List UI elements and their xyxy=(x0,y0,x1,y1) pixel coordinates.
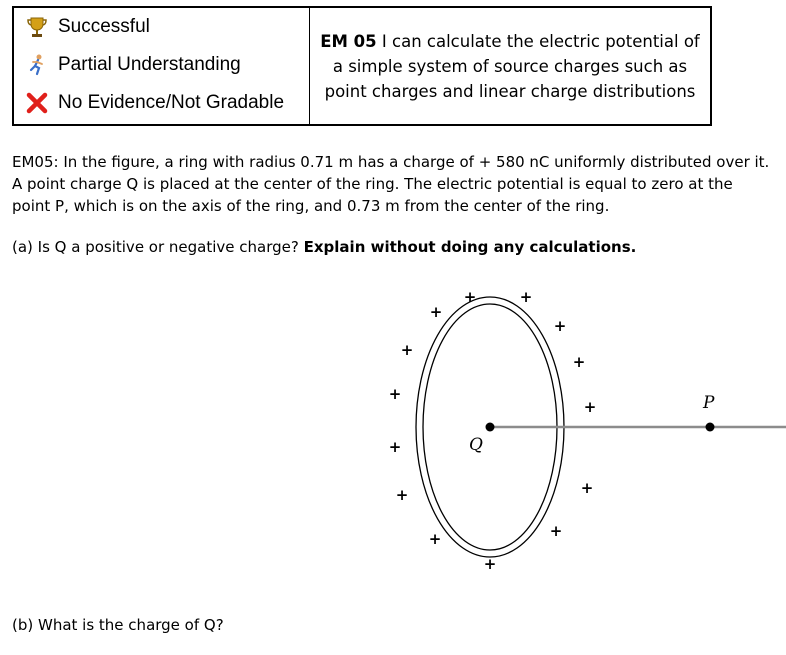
level-label: No Evidence/Not Gradable xyxy=(58,92,285,113)
ring-figure xyxy=(380,282,786,582)
plus-sign: + xyxy=(580,479,594,497)
part-a-question: (a) Is Q a positive or negative charge? xyxy=(12,238,304,256)
plus-sign: + xyxy=(388,438,402,456)
plus-sign: + xyxy=(429,303,443,321)
plus-sign: + xyxy=(583,398,597,416)
plus-sign: + xyxy=(483,555,497,573)
part-a xyxy=(12,236,772,258)
point-p-label: P xyxy=(703,393,715,413)
plus-sign: + xyxy=(572,353,586,371)
rubric-levels xyxy=(14,8,310,124)
standard-description xyxy=(310,8,710,124)
problem-intro: EM05: In the figure, a ring with radius 0.71 m has a charge of + 580 nC uniformly distributed over it. A point charge Q is placed at the center of the ring. The electric potential is equal to zero at the point P, which is on the axis of the ring, and 0.73 m from the center of the ring. xyxy=(12,153,770,215)
part-b: (b) What is the charge of Q? xyxy=(12,616,224,634)
plus-sign: + xyxy=(395,486,409,504)
plus-sign: + xyxy=(553,317,567,335)
level-partial xyxy=(24,46,309,84)
rubric-table xyxy=(12,6,712,126)
level-label: Partial Understanding xyxy=(58,54,241,75)
plus-sign: + xyxy=(388,385,402,403)
level-successful xyxy=(24,8,309,46)
point-p-dot xyxy=(706,423,715,432)
part-a-instruction: Explain without doing any calculations. xyxy=(303,238,637,256)
plus-sign: + xyxy=(463,288,477,306)
standard-code: EM 05 xyxy=(320,31,377,51)
level-no-evidence xyxy=(24,84,309,122)
trophy-icon xyxy=(24,14,50,40)
plus-sign: + xyxy=(549,522,563,540)
center-charge-label: Q xyxy=(469,435,483,455)
level-label: Successful xyxy=(58,16,150,37)
center-charge-dot xyxy=(486,423,495,432)
running-person-icon xyxy=(24,52,50,78)
red-x-icon xyxy=(24,90,50,116)
plus-sign: + xyxy=(400,341,414,359)
plus-sign: + xyxy=(519,288,533,306)
standard-text: I can calculate the electric potential of a simple system of source charges such as point charges and linear charge distributions xyxy=(324,31,700,101)
plus-sign: + xyxy=(428,530,442,548)
